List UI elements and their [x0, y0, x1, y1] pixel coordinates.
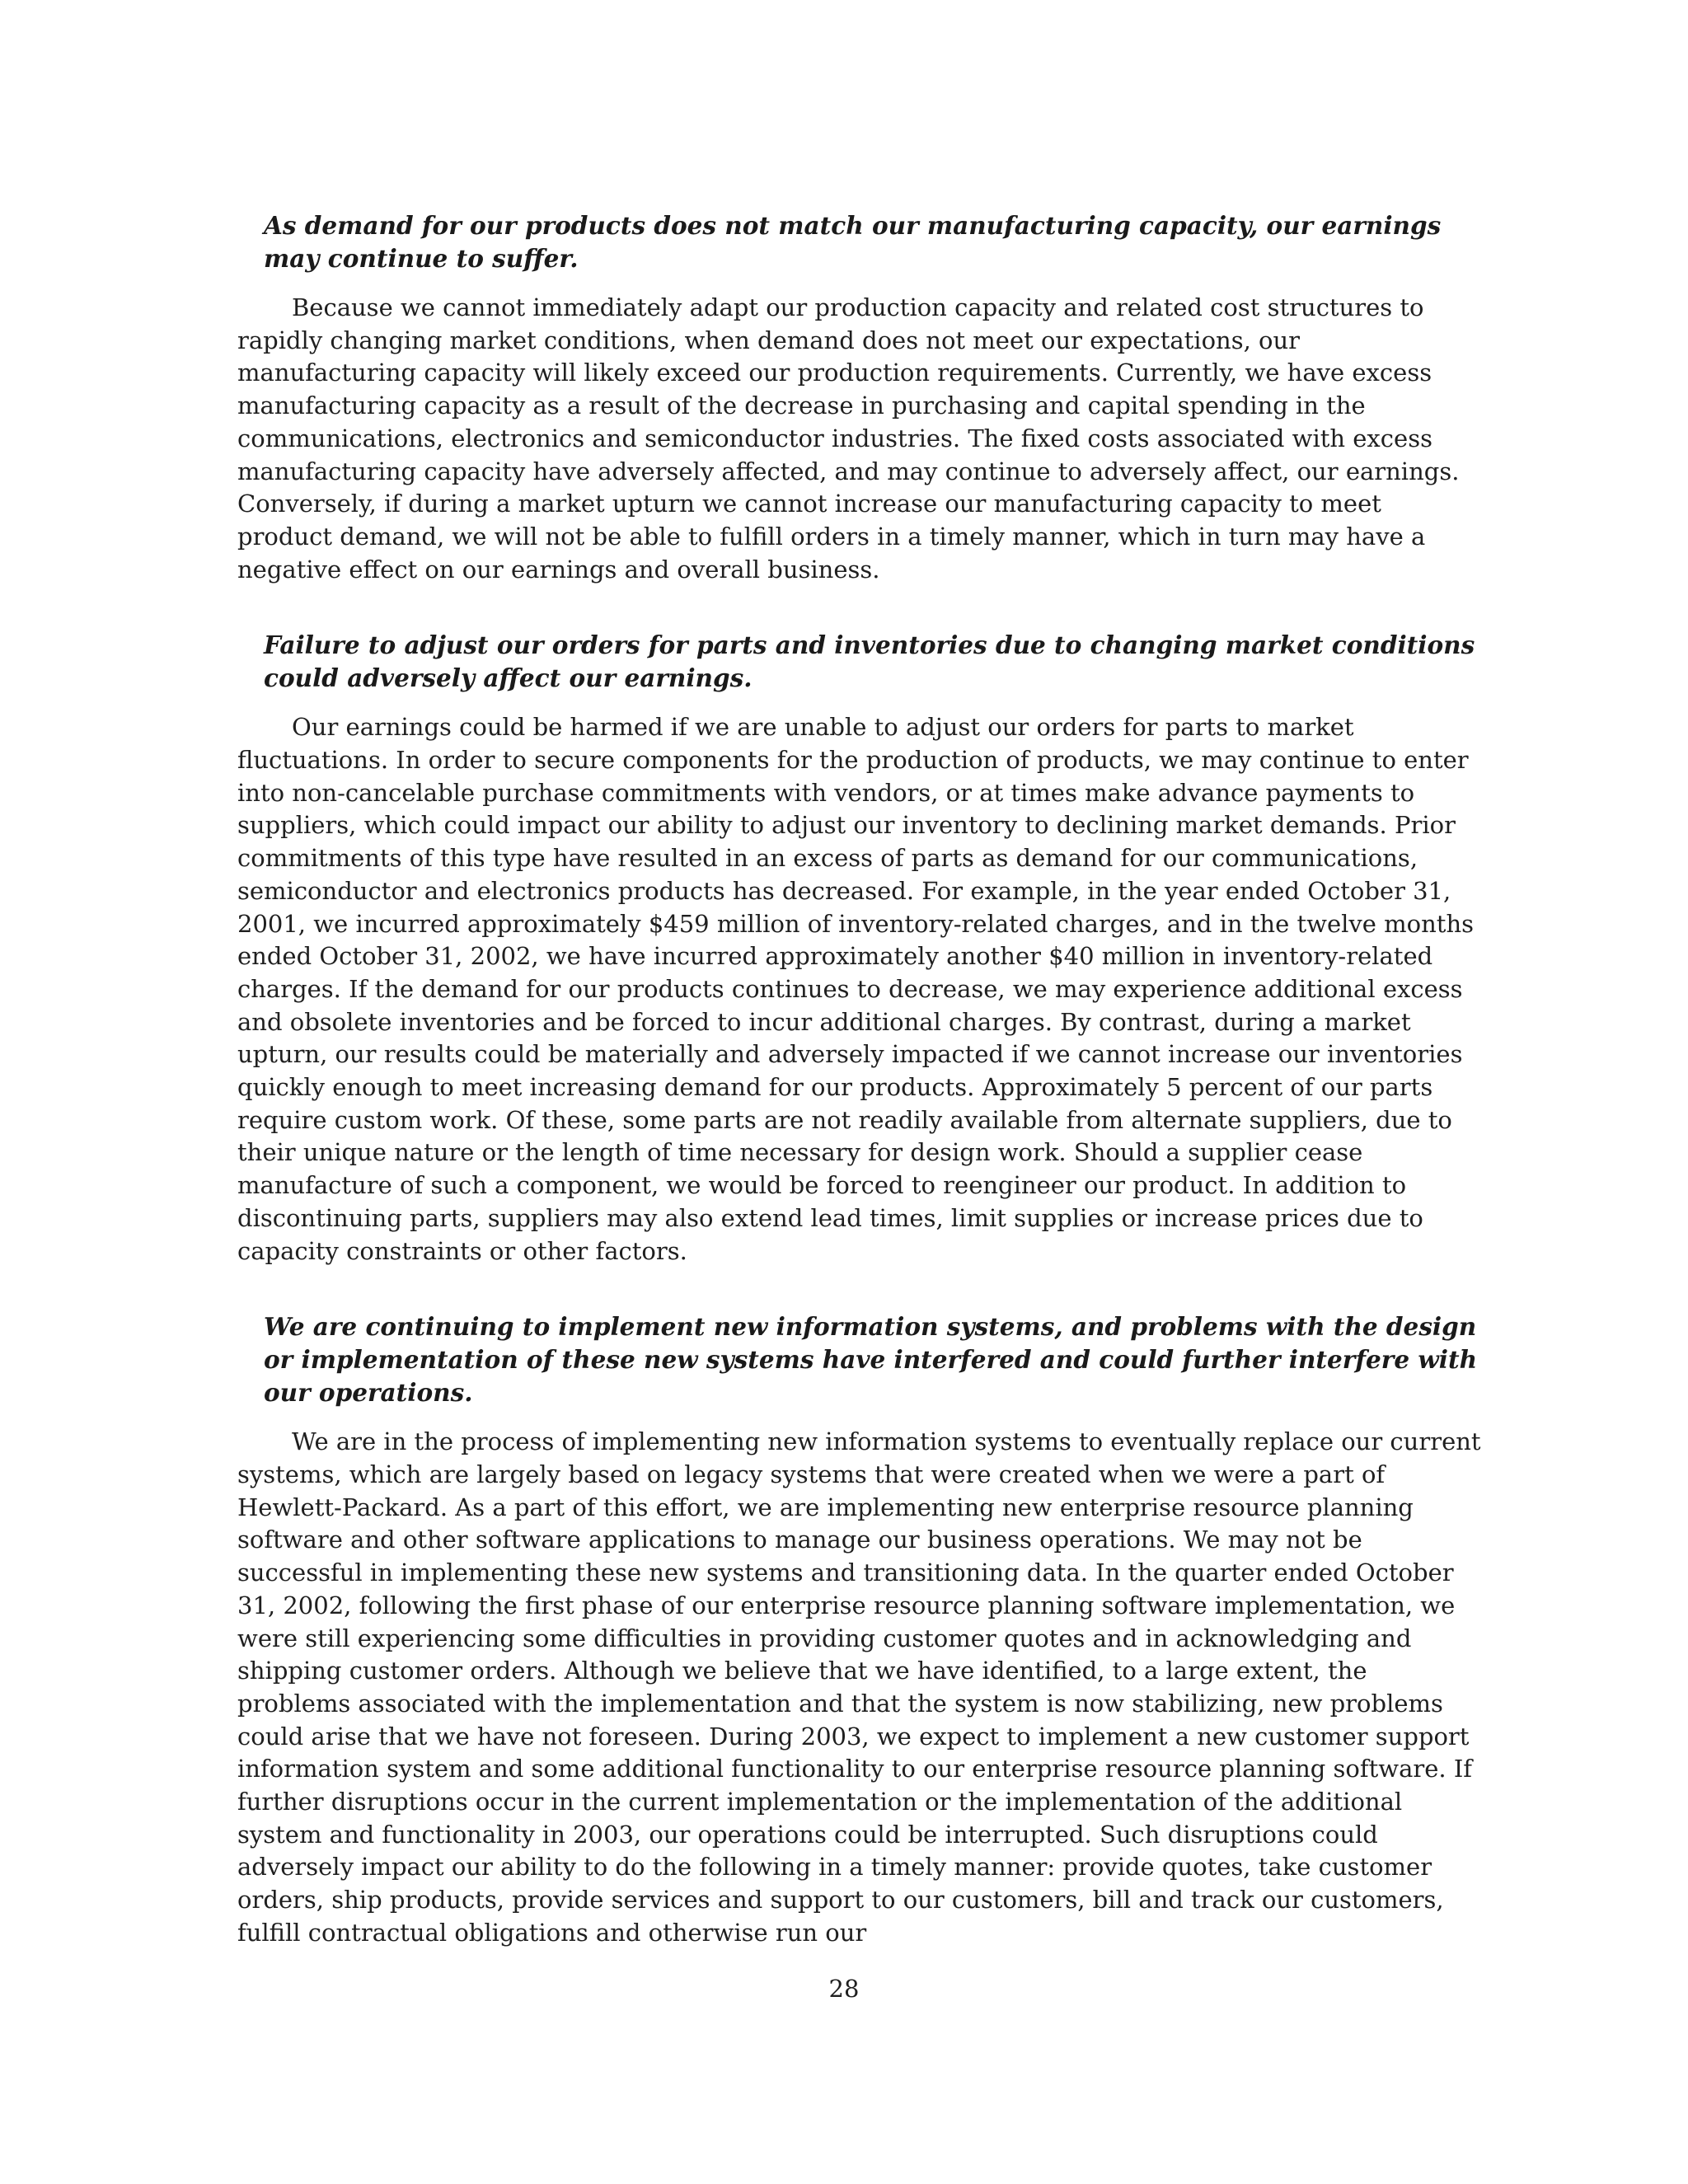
section-body: We are in the process of implementing new information systems to eventually replace our current systems, which are largely based on legacy systems that were created when we were a part of Hewlett-Packard. As a part of this effort, we are implementing new enterprise resource planning software and other software applications to manage our business operations. We may not be successful in implementing these new systems and transitioning data. In the quarter ended October 31, 2002, following the first phase of our enterprise resource planning software implementation, we were still experiencing some difficulties in providing customer quotes and in acknowledging and shipping customer orders. Although we believe that we have identified, to a large extent, the problems associated with the implementation and that the system is now stabilizing, new problems could arise that we have not foreseen. During 2003, we expect to implement a new customer support information system and some additional functionality to our enterprise resource planning software. If further disruptions occur in the current implementation or the implementation of the additional system and functionality in 2003, our operations could be interrupted. Such disruptions could adversely impact our ability to do the following in a timely manner: provide quotes, take customer orders, ship products, provide services and support to our customers, bill and track our customers, fulfill contractual obligations and otherwise run our	[237, 1427, 1481, 1947]
section-heading: As demand for our products does not match our manufacturing capacity, our earnings may continue to suffer.	[264, 211, 1442, 273]
risk-section-manufacturing-capacity	[237, 209, 1482, 586]
section-body: Because we cannot immediately adapt our production capacity and related cost structures to rapidly changing market conditions, when demand does not meet our expectations, our manufacturing capacity will likely exceed our production requirements. Currently, we have excess manufacturing capacity as a result of the decrease in purchasing and capital spending in the communications, electronics and semiconductor industries. The fixed costs associated with excess manufacturing capacity have adversely affected, and may continue to adversely affect, our earnings. Conversely, if during a market upturn we cannot increase our manufacturing capacity to meet product demand, we will not be able to fulfill orders in a timely manner, which in turn may have a negative effect on our earnings and overall business.	[237, 293, 1460, 583]
page-number: 28	[828, 1975, 860, 2003]
section-heading: Failure to adjust our orders for parts and inventories due to changing market conditions could adversely affect our earnings.	[264, 630, 1475, 693]
section-heading: We are continuing to implement new information systems, and problems with the design or implementation of these new systems have interfered and could further interfere with our operations.	[264, 1312, 1478, 1408]
risk-section-information-systems	[237, 1310, 1482, 1949]
risk-section-parts-inventories	[237, 629, 1482, 1268]
document-page	[237, 209, 1482, 1950]
section-body: Our earnings could be harmed if we are unable to adjust our orders for parts to market fluctuations. In order to secure components for the production of products, we may continue to enter into non-cancelable purchase commitments with vendors, or at times make advance payments to suppliers, which could impact our ability to adjust our inventory to declining market demands. Prior commitments of this type have resulted in an excess of parts as demand for our communications, semiconductor and electronics products has decreased. For example, in the year ended October 31, 2001, we incurred approximately $459 million of inventory-related charges, and in the twelve months ended October 31, 2002, we have incurred approximately another $40 million in inventory-related charges. If the demand for our products continues to decrease, we may experience additional excess and obsolete inventories and be forced to incur additional charges. By contrast, during a market upturn, our results could be materially and adversely impacted if we cannot increase our inventories quickly enough to meet increasing demand for our products. Approximately 5 percent of our parts require custom work. Of these, some parts are not readily available from alternate suppliers, due to their unique nature or the length of time necessary for design work. Should a supplier cease manufacture of such a component, we would be forced to reengineer our product. In addition to discontinuing parts, suppliers may also extend lead times, limit supplies or increase prices due to capacity constraints or other factors.	[237, 713, 1475, 1265]
